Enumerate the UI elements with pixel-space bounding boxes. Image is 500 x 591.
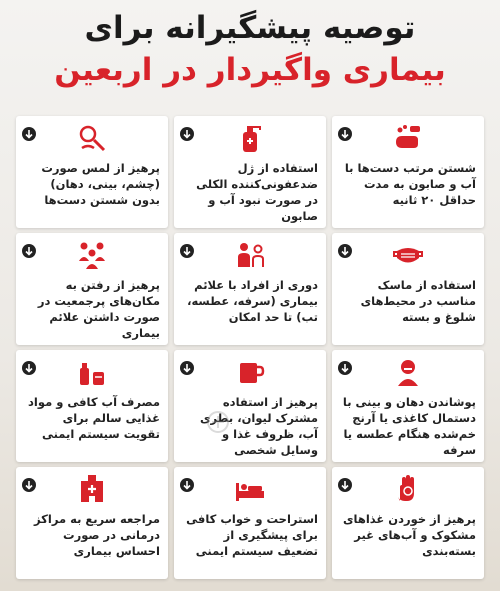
tip-text: مراجعه سریع به مراکز درمانی در صورت احساس بیماری bbox=[34, 512, 160, 558]
title-line-1: توصیه پیشگیرانه برای bbox=[84, 10, 416, 46]
tip-card bbox=[332, 467, 484, 579]
tip-text: پرهیز از خوردن غذاهای مشکوک و آب‌های غیر بسته‌بندی bbox=[343, 512, 476, 558]
handwash-icon bbox=[390, 120, 426, 156]
tip-text: استفاده از ماسک مناسب در محیط‌های شلوغ و بسته bbox=[360, 278, 476, 324]
arrow-down-badge-icon bbox=[180, 127, 194, 141]
tip-card bbox=[332, 350, 484, 462]
tip-text: استراحت و خواب کافی برای پیشگیری از تضعیف سیستم ایمنی bbox=[186, 512, 318, 558]
arrow-down-badge-icon bbox=[180, 244, 194, 258]
hospital-icon bbox=[74, 471, 110, 507]
tip-text: دوری از افراد با علائم بیماری (سرفه، عطسه، تب) تا حد امکان bbox=[187, 278, 318, 324]
bed-rest-icon bbox=[232, 471, 268, 507]
arrow-down-badge-icon bbox=[22, 361, 36, 375]
tip-text: پوشاندن دهان و بینی با دستمال کاغذی یا آرنج خم‌شده هنگام عطسه یا سرفه bbox=[342, 395, 476, 457]
water-food-icon bbox=[74, 354, 110, 390]
arrow-down-badge-icon bbox=[338, 361, 352, 375]
no-touch-face-icon bbox=[74, 120, 110, 156]
title-line-2: بیماری واگیردار در اربعین bbox=[54, 52, 446, 88]
tip-card bbox=[16, 350, 168, 462]
tip-text: شستن مرتب دست‌ها با آب و صابون به مدت حداقل ۲۰ ثانیه bbox=[344, 161, 476, 207]
tips-grid bbox=[16, 116, 484, 578]
tip-text: پرهیز از استفاده مشترک لیوان، بطری آب، ظروف غذا و وسایل شخصی bbox=[199, 395, 318, 457]
tip-card bbox=[332, 116, 484, 228]
tip-card bbox=[174, 467, 326, 579]
no-food-hand-icon bbox=[390, 471, 426, 507]
tip-card bbox=[16, 116, 168, 228]
cup-icon bbox=[232, 354, 268, 390]
tip-text: پرهیز از لمس صورت (چشم، بینی، دهان) بدون شستن دست‌ها bbox=[41, 161, 160, 207]
tip-card bbox=[174, 116, 326, 228]
arrow-down-badge-icon bbox=[338, 127, 352, 141]
sanitizer-bottle-icon bbox=[232, 120, 268, 156]
arrow-down-badge-icon bbox=[180, 361, 194, 375]
sneeze-icon bbox=[390, 354, 426, 390]
tip-text: مصرف آب کافی و مواد غذایی سالم برای تقویت سیستم ایمنی bbox=[28, 395, 160, 441]
arrow-down-badge-icon bbox=[338, 478, 352, 492]
watermark-logo bbox=[188, 408, 248, 448]
arrow-down-badge-icon bbox=[22, 244, 36, 258]
mask-icon bbox=[390, 237, 426, 273]
tip-card bbox=[174, 233, 326, 345]
tip-card bbox=[332, 233, 484, 345]
tip-text: پرهیز از رفتن به مکان‌های پرجمعیت در صورت داشتن علائم بیماری bbox=[37, 278, 160, 340]
tip-text: استفاده از ژل ضدعفونی‌کننده الکلی در صورت نبود آب و صابون bbox=[196, 161, 318, 223]
sick-person-icon bbox=[232, 237, 268, 273]
arrow-down-badge-icon bbox=[338, 244, 352, 258]
arrow-down-badge-icon bbox=[22, 478, 36, 492]
arrow-down-badge-icon bbox=[22, 127, 36, 141]
tip-card bbox=[16, 467, 168, 579]
tip-card bbox=[16, 233, 168, 345]
arrow-down-badge-icon bbox=[180, 478, 194, 492]
crowd-icon bbox=[74, 237, 110, 273]
